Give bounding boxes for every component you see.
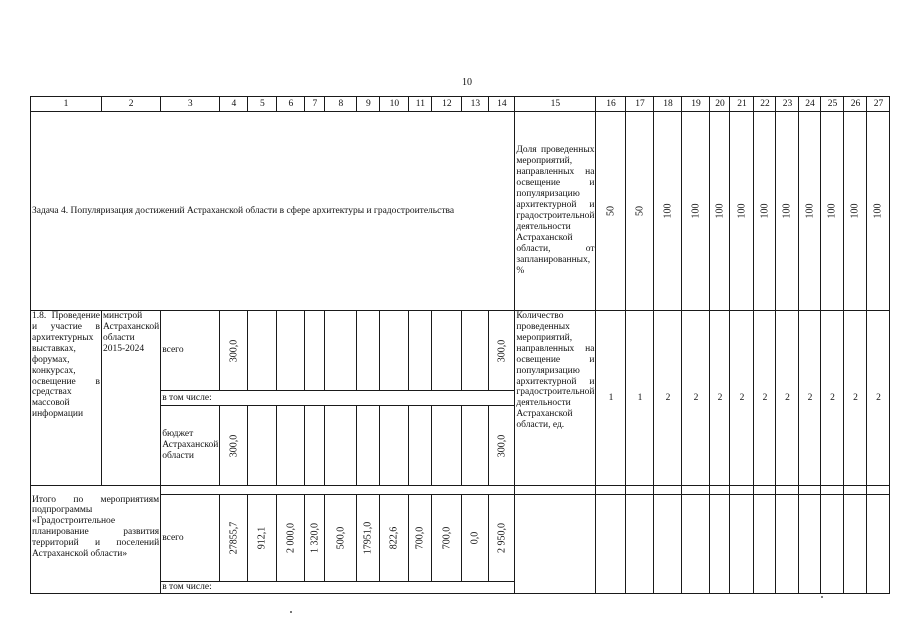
measure-value: 2 [754, 311, 776, 486]
task-value: 100 [844, 112, 867, 311]
total-value: 700,0 [432, 495, 462, 582]
task-value: 100 [799, 112, 821, 311]
total-value: 0,0 [462, 495, 489, 582]
measure-indicator: Количество проведенных мероприятий, направленных на освещение и популяризацию архитектурной и градостроительной деятельности Астраханской области, ед. [515, 311, 596, 486]
col-header: 12 [432, 97, 462, 112]
header-row [31, 97, 890, 112]
measure-total-c4: 300,0 [220, 311, 248, 391]
col-header: 22 [754, 97, 776, 112]
measure-value: 2 [730, 311, 754, 486]
col-header: 14 [489, 97, 515, 112]
task-value: 100 [821, 112, 844, 311]
measure-value: 1 [626, 311, 654, 486]
measure-value: 2 [654, 311, 682, 486]
measure-executor: минстрой Астраханской области 2015-2024 [102, 311, 161, 486]
spacer-row [31, 486, 890, 495]
total-value: 700,0 [409, 495, 432, 582]
measure-value: 2 [776, 311, 799, 486]
col-header: 2 [102, 97, 161, 112]
measure-value: 2 [799, 311, 821, 486]
task-title: Задача 4. Популяризация достижений Астраханской области в сфере архитектуры и градостроительства [31, 112, 515, 311]
col-header: 10 [380, 97, 409, 112]
total-value: 17951,0 [357, 495, 380, 582]
task-value: 100 [654, 112, 682, 311]
col-header: 9 [357, 97, 380, 112]
col-header: 1 [31, 97, 102, 112]
measure-value: 2 [844, 311, 867, 486]
program-table [30, 96, 890, 594]
col-header: 16 [596, 97, 626, 112]
col-header: 25 [821, 97, 844, 112]
task-value: 100 [682, 112, 710, 311]
measure-value: 2 [682, 311, 710, 486]
measure-including-label: в том числе: [161, 391, 515, 406]
total-name: Итого по мероприятиям подпрограммы «Градостроительное планирование развития территорий и поселений Астраханской области» [31, 495, 161, 594]
task-value: 50 [596, 112, 626, 311]
total-value: 500,0 [325, 495, 357, 582]
col-header: 24 [799, 97, 821, 112]
col-header: 23 [776, 97, 799, 112]
measure-budget-c14: 300,0 [489, 406, 515, 486]
total-value: 2 000,0 [277, 495, 305, 582]
total-value: 2 950,0 [489, 495, 515, 582]
measure-value: 2 [710, 311, 730, 486]
col-header: 6 [277, 97, 305, 112]
total-including-label: в том числе: [161, 582, 515, 594]
task-value: 100 [867, 112, 890, 311]
total-value: 912,1 [248, 495, 277, 582]
col-header: 17 [626, 97, 654, 112]
total-label: всего [161, 495, 220, 582]
measure-name: 1.8. Проведение и участие в архитектурных выставках, форумах, конкурсах, освещение в средствах массовой информации [31, 311, 102, 486]
measure-budget-label: бюджет Астраханской области [161, 406, 220, 486]
task-value: 100 [754, 112, 776, 311]
col-header: 18 [654, 97, 682, 112]
total-value: 822,6 [380, 495, 409, 582]
total-row [31, 495, 890, 582]
scan-speck [290, 611, 292, 613]
col-header: 8 [325, 97, 357, 112]
measure-total-row [31, 311, 890, 391]
col-header: 3 [161, 97, 220, 112]
measure-value: 2 [867, 311, 890, 486]
task-value: 50 [626, 112, 654, 311]
scan-speck [821, 596, 823, 598]
total-value: 27855,7 [220, 495, 248, 582]
measure-budget-c4: 300,0 [220, 406, 248, 486]
page-number: 10 [462, 77, 472, 88]
col-header: 20 [710, 97, 730, 112]
col-header: 4 [220, 97, 248, 112]
col-header: 13 [462, 97, 489, 112]
col-header: 26 [844, 97, 867, 112]
measure-total-c14: 300,0 [489, 311, 515, 391]
measure-value: 2 [821, 311, 844, 486]
total-value: 1 320,0 [305, 495, 325, 582]
col-header: 11 [409, 97, 432, 112]
col-header: 21 [730, 97, 754, 112]
task-indicator: Доля проведенных мероприятий, направленных на освещение и популяризацию архитектурной и градостроительной деятельности Астраханской области, от запланированных, % [515, 112, 596, 311]
col-header: 27 [867, 97, 890, 112]
measure-value: 1 [596, 311, 626, 486]
col-header: 15 [515, 97, 596, 112]
col-header: 19 [682, 97, 710, 112]
task-value: 100 [776, 112, 799, 311]
col-header: 7 [305, 97, 325, 112]
measure-total-label: всего [161, 311, 220, 391]
col-header: 5 [248, 97, 277, 112]
task-row [31, 112, 890, 311]
task-value: 100 [730, 112, 754, 311]
task-value: 100 [710, 112, 730, 311]
